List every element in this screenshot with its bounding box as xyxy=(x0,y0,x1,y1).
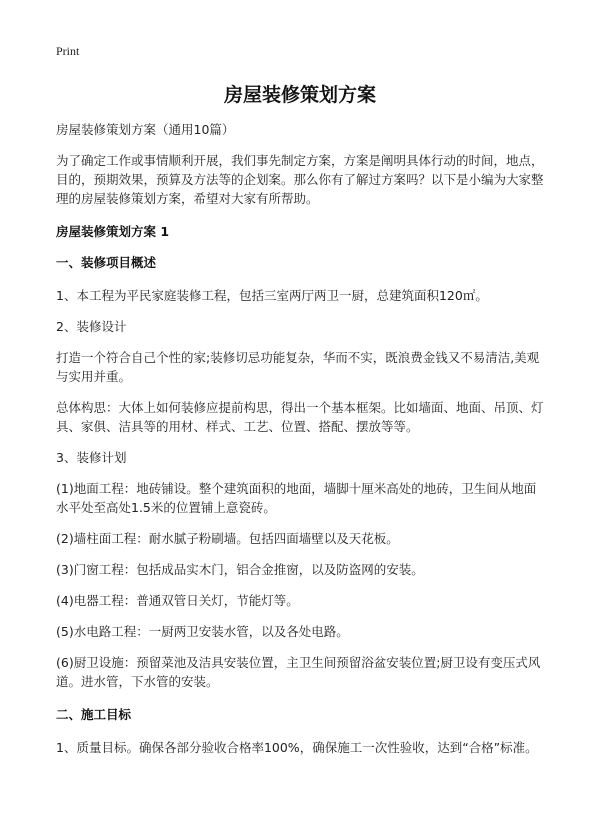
plan-item-4: (4)电器工程：普通双管日关灯，节能灯等。 xyxy=(56,593,299,608)
section-heading-overview: 一、装修项目概述 xyxy=(56,255,157,270)
concept-paragraph: 总体构思：大体上如何装修应提前构思，得出一个基本框架。比如墙面、地面、吊顶、灯具、家俱、洁具等的用材、样式、工艺、位置、搭配、摆放等等。 xyxy=(56,400,544,434)
print-label: Print xyxy=(56,44,80,58)
design-paragraph: 打造一个符合自己个性的家;装修切忌功能复杂，华而不实，既浪费金钱又不易清洁,美观与实用并重。 xyxy=(56,350,540,384)
document-body xyxy=(56,120,546,757)
section-heading-goals: 二、施工目标 xyxy=(56,707,132,722)
plan-item-5: (5)水电路工程：一厨两卫安装水管，以及各处电路。 xyxy=(56,624,349,639)
overview-item-1: 1、本工程为平民家庭装修工程，包括三室两厅两卫一厨，总建筑面积120㎡。 xyxy=(56,288,488,303)
plan-heading: 房屋装修策划方案 1 xyxy=(56,224,170,239)
plan-item-3: (3)门窗工程：包括成品实木门，铝合金推窗，以及防盗网的安装。 xyxy=(56,562,424,577)
plan-item-1: (1)地面工程：地砖铺设。整个建筑面积的地面，墙脚十厘米高处的地砖，卫生间从地面水平处至高处1.5米的位置铺上意瓷砖。 xyxy=(56,481,537,515)
page-title: 房屋装修策划方案 xyxy=(223,84,376,106)
goal-item-1: 1、质量目标。确保各部分验收合格率100%，确保施工一次性验收，达到“合格”标准。 xyxy=(56,740,538,755)
intro-paragraph: 为了确定工作或事情顺利开展，我们事先制定方案，方案是阐明具体行动的时间，地点，目的，预期效果，预算及方法等的企划案。那么你有了解过方案吗？以下是小编为大家整理的房屋装修策划方案，希望对大家有所帮助。 xyxy=(56,153,544,206)
plan-item-2: (2)墙柱面工程：耐水腻子粉刷墙。包括四面墙壁以及天花板。 xyxy=(56,531,399,546)
overview-item-3: 3、装修计划 xyxy=(56,450,127,465)
plan-item-6: (6)厨卫设施：预留菜池及洁具安装位置，主卫生间预留浴盆安装位置;厨卫设有变压式风道。进水管，下水管的安装。 xyxy=(56,655,541,689)
overview-item-2: 2、装修设计 xyxy=(56,319,127,334)
document-subtitle: 房屋装修策划方案（通用10篇） xyxy=(56,122,235,137)
